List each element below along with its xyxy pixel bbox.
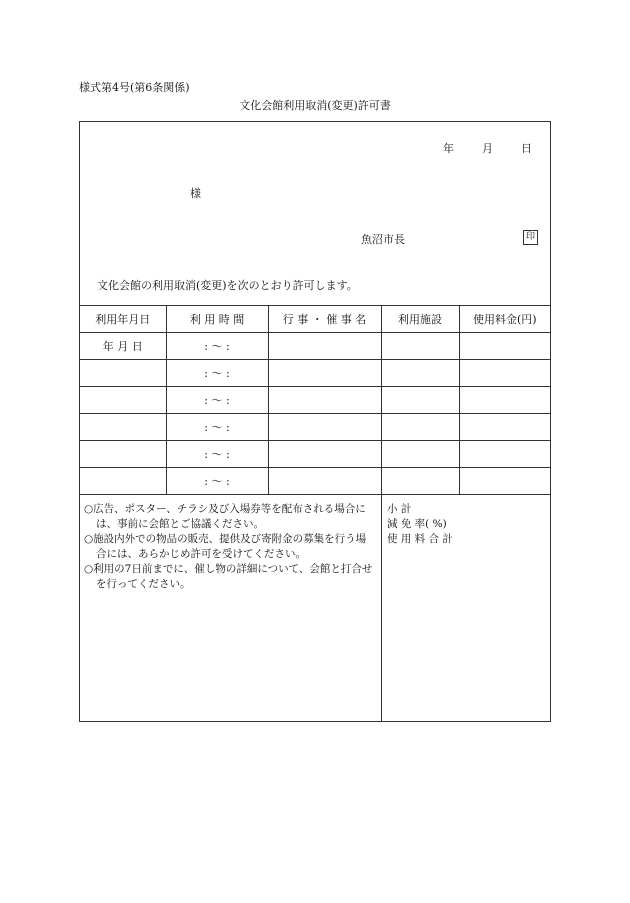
cell-event xyxy=(268,333,381,360)
cell-date xyxy=(80,360,166,387)
cell-time: : 〜 : xyxy=(166,414,268,441)
usage-table xyxy=(80,305,550,495)
cell-fee xyxy=(459,414,550,441)
note-item: ○利用の7日前までに、催し物の詳細について、会館と打合せを行ってください。 xyxy=(84,563,373,590)
date-day-label: 日 xyxy=(521,142,532,155)
cell-date xyxy=(80,441,166,468)
cell-event xyxy=(268,414,381,441)
col-header-fee: 使用料金(円) xyxy=(459,306,550,333)
cell-facility xyxy=(381,333,459,360)
cell-time: : 〜 : xyxy=(166,387,268,414)
cell-fee xyxy=(459,360,550,387)
cell-fee xyxy=(459,387,550,414)
table-header-row xyxy=(80,306,550,333)
subtotal-label: 小 計 xyxy=(387,503,412,515)
table-row xyxy=(80,387,550,414)
date-year-label: 年 xyxy=(443,142,454,155)
issue-date xyxy=(443,140,532,156)
note-item: ○施設内外での物品の販売、提供及び寄附金の募集を行う場合には、あらかじめ許可を受けてください。 xyxy=(84,533,367,560)
cell-event xyxy=(268,387,381,414)
cell-date xyxy=(80,468,166,495)
col-header-event: 行 事 ・ 催 事 名 xyxy=(268,306,381,333)
document-title: 文化会館利用取消(変更)許可書 xyxy=(239,99,391,112)
notes-divider xyxy=(381,495,382,721)
permit-frame xyxy=(79,121,551,722)
cell-date: 年 月 日 xyxy=(80,333,166,360)
cell-time: : 〜 : xyxy=(166,360,268,387)
cell-event xyxy=(268,360,381,387)
table-row xyxy=(80,333,550,360)
permit-header xyxy=(80,122,550,305)
cell-facility xyxy=(381,387,459,414)
cell-fee xyxy=(459,441,550,468)
date-month-label: 月 xyxy=(482,142,493,155)
cell-time: : 〜 : xyxy=(166,333,268,360)
note-item: ○広告、ポスター、チラシ及び入場券等を配布される場合には、事前に会館とご協議ください。 xyxy=(84,503,366,530)
cell-fee xyxy=(459,333,550,360)
cell-facility xyxy=(381,441,459,468)
form-number: 様式第4号(第6条関係) xyxy=(79,81,190,94)
table-row xyxy=(80,441,550,468)
col-header-time: 利 用 時 間 xyxy=(166,306,268,333)
cell-time: : 〜 : xyxy=(166,468,268,495)
table-row xyxy=(80,360,550,387)
col-header-facility: 利用施設 xyxy=(381,306,459,333)
issuer-name: 魚沼市長 xyxy=(361,233,405,246)
cell-event xyxy=(268,468,381,495)
cell-date xyxy=(80,414,166,441)
seal-mark: 印 xyxy=(523,230,538,245)
col-header-date: 利用年月日 xyxy=(80,306,166,333)
cell-date xyxy=(80,387,166,414)
total-fee-label: 使 用 料 合 計 xyxy=(387,533,453,545)
cell-fee xyxy=(459,468,550,495)
table-row xyxy=(80,468,550,495)
cell-time: : 〜 : xyxy=(166,441,268,468)
table-row xyxy=(80,414,550,441)
discount-rate-label: 減 免 率( %) xyxy=(387,518,447,530)
fee-totals xyxy=(387,502,453,547)
notes-list xyxy=(84,502,376,592)
notes-section xyxy=(80,495,550,721)
permit-statement: 文化会館の利用取消(変更)を次のとおり許可します。 xyxy=(97,279,358,292)
cell-facility xyxy=(381,360,459,387)
recipient-suffix: 様 xyxy=(190,187,201,200)
cell-facility xyxy=(381,414,459,441)
cell-facility xyxy=(381,468,459,495)
cell-event xyxy=(268,441,381,468)
